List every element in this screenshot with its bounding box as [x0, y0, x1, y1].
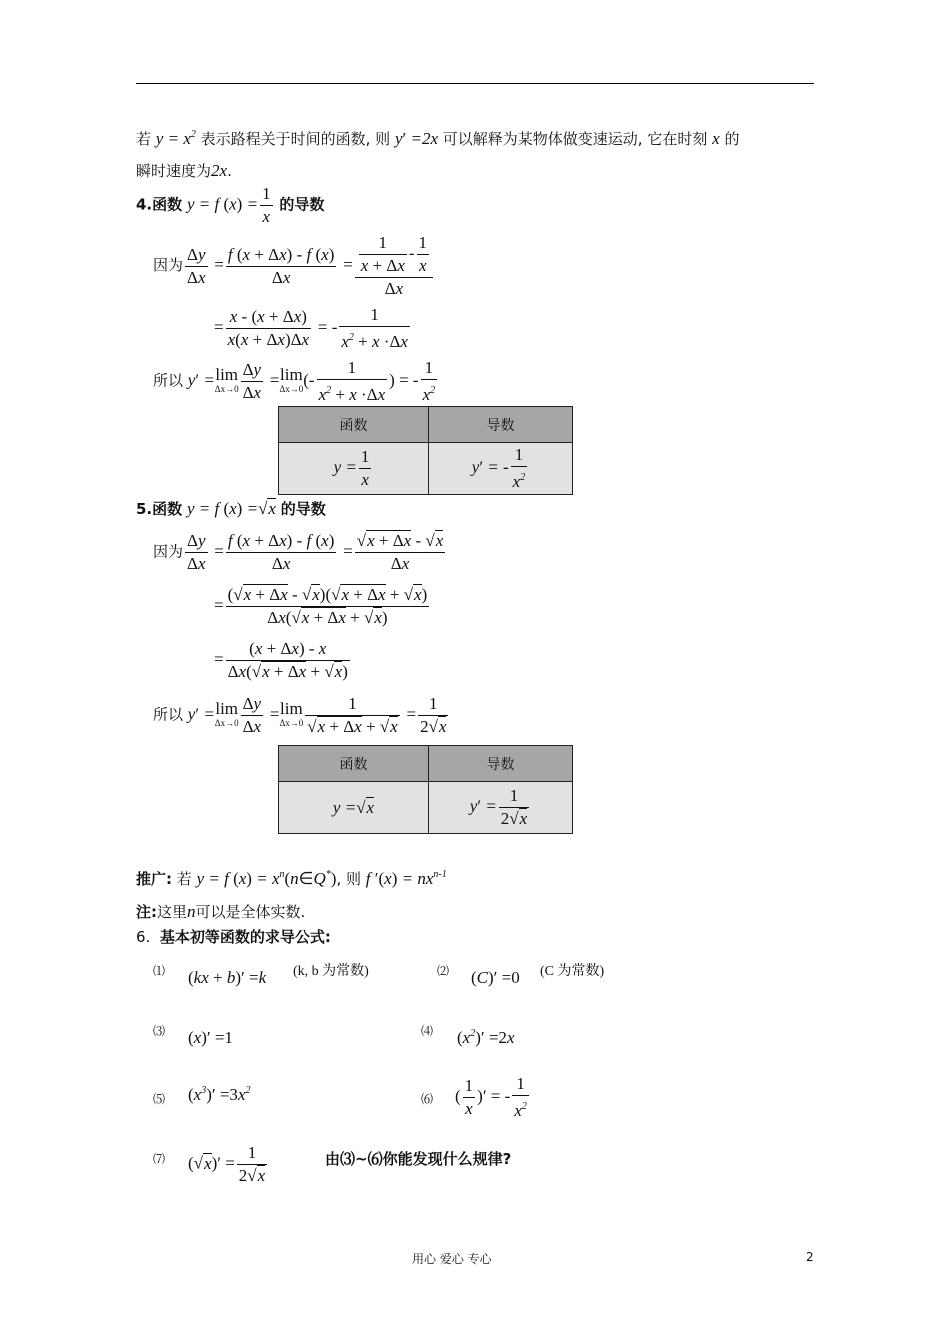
table-cell-derivative: y′ = $\frac{1}{2√x}$ — [429, 782, 573, 834]
page-number: 2 — [806, 1250, 814, 1264]
formula: y = f (x) = — [186, 194, 259, 214]
fraction: $\frac{1}{x}$ — [262, 184, 271, 226]
section-5-heading: 5.函数 y = f (x) =√x 的导数 — [136, 499, 326, 518]
section-4-step-3: 所以 y′ = lim Δx→0 $\frac{\Delta y}{\Delta x}$ = lim Δx→0 (- $\frac{1}{x^2 + x \cdot\Delta x}$ ) = - $\frac{1}{x^2}$ — [153, 358, 436, 404]
fraction: $\frac{f (x + \Delta x) - f (x)}{\Delta x}$ — [227, 244, 335, 287]
formula-label-4: ⑷ — [421, 1024, 434, 1038]
intro-line-2: 瞬时速度为2x. — [136, 161, 232, 180]
formula: y′ =2x — [394, 129, 439, 148]
formula-4: $(x^2)' =2x$ — [457, 1028, 515, 1047]
formula-5: $(x^3)' =3x^2$ — [188, 1085, 251, 1104]
limit: lim Δx→0 — [279, 364, 304, 394]
fraction: $\frac{\Delta y}{\Delta x}$ — [187, 244, 206, 287]
fraction: $\frac{1}{x + \Delta x}$ - $\frac{1}{x}$ Δx — [355, 232, 433, 300]
pattern-question: 由⑶~⑹你能发现什么规律? — [325, 1150, 512, 1168]
intro-line-1: 若 $y = x^2$ 表示路程关于时间的函数, 则 y′ =2x 可以解释为某物体做变速运动, 它在时刻 x 的 — [136, 129, 740, 148]
table-header-function: 函数 — [279, 407, 429, 443]
section-5-step-3: = $\frac{(x + \Delta x) - x}{\Delta x(√x + \Delta x + √x)}$ — [214, 639, 348, 681]
formula-7: (√x)′ = $\frac{1}{2√x}$ — [188, 1143, 266, 1185]
formula-label-5: ⑸ — [153, 1092, 166, 1106]
formula: $y = x^2$ — [155, 129, 196, 148]
formula-note-1: (k, b 为常数) — [293, 964, 369, 979]
table-header-derivative: 导数 — [429, 407, 573, 443]
fraction: $\frac{1}{x^2 + x \cdot\Delta x}$ — [341, 305, 408, 351]
formula-6: ( $\frac{1}{x}$ )′ = - $\frac{1}{x^2}$ — [455, 1074, 527, 1120]
table-header-function: 函数 — [279, 746, 429, 782]
fraction: $\frac{1}{x^2}$ — [422, 358, 436, 404]
formula: x — [712, 129, 720, 148]
note: 注:这里n可以是全体实数. — [136, 902, 306, 921]
header-rule — [136, 83, 814, 84]
fraction: $\frac{1}{x^2 + x \cdot\Delta x}$ — [318, 358, 386, 404]
formula-label-2: ⑵ — [437, 964, 450, 978]
formula-label-6: ⑹ — [421, 1092, 434, 1106]
table-cell-function: y = $\frac{1}{x}$ — [279, 443, 429, 495]
section-6-heading: 6. 基本初等函数的求导公式: — [136, 928, 331, 946]
generalization: 推广: 若 y = f $(x) = x^n(n\in Q^*)$, 则 f $'(x) = nx^{n-1}$ — [136, 869, 447, 888]
fraction: $\frac{\Delta y}{\Delta x}$ — [242, 360, 262, 402]
formula-3: (x)′ =1 — [188, 1028, 233, 1047]
formula-note-2: (C 为常数) — [540, 964, 605, 979]
section-5-step-4: 所以 y′ = lim Δx→0 $\frac{\Delta y}{\Delta x}$ = lim Δx→0 $\frac{1}{√x + \Delta x + √x}$ = $\frac{1}{2√x}$ — [153, 694, 447, 736]
formula-label-1: ⑴ — [153, 964, 166, 978]
section-5-step-2: = $\frac{(√x + \Delta x - √x)(√x + \Delta x + √x)}{\Delta x(√x + \Delta x + √x)}$ — [214, 585, 428, 627]
section-4-step-1: 因为 $\frac{\Delta y}{\Delta x}$ = $\frac{f (x + \Delta x) - f (x)}{\Delta x}$ = $\frac{1}{x + \Delta x}$ - $\frac{1}{x}$ Δx — [153, 232, 435, 300]
section-4-step-2: = $\frac{x - (x + \Delta x)}{x(x + \Delta x)\Delta x}$ = - $\frac{1}{x^2 + x \cdot\Delta x}$ — [214, 305, 408, 351]
section-4-heading: 4.函数 y = f (x) = $\frac{1}{x}$ 的导数 — [136, 184, 325, 226]
table-cell-derivative: y′ = - $\frac{1}{x^2}$ — [429, 443, 573, 495]
formula-label-7: ⑺ — [153, 1152, 166, 1166]
footer-slogan: 用心 爱心 专心 — [412, 1252, 492, 1266]
formula-label-3: ⑶ — [153, 1024, 166, 1038]
table-cell-function: y =√x — [279, 782, 429, 834]
fraction: $\frac{x - (x + \Delta x)}{x(x + \Delta x)\Delta x}$ — [227, 307, 310, 349]
limit: lim Δx→0 — [214, 364, 239, 394]
table-header-derivative: 导数 — [429, 746, 573, 782]
derivative-table-4 — [278, 406, 573, 495]
formula-2: (C)′ =0 — [471, 968, 520, 987]
derivative-table-5 — [278, 745, 573, 834]
section-5-step-1: 因为 $\frac{\Delta y}{\Delta x}$ = $\frac{f (x + \Delta x) - f (x)}{\Delta x}$ = $\frac{√x + \Delta x - √x}{\Delta x}$ — [153, 531, 444, 573]
formula-1: (kx + b)′ =k — [188, 968, 267, 987]
formula: 2x — [211, 161, 228, 180]
